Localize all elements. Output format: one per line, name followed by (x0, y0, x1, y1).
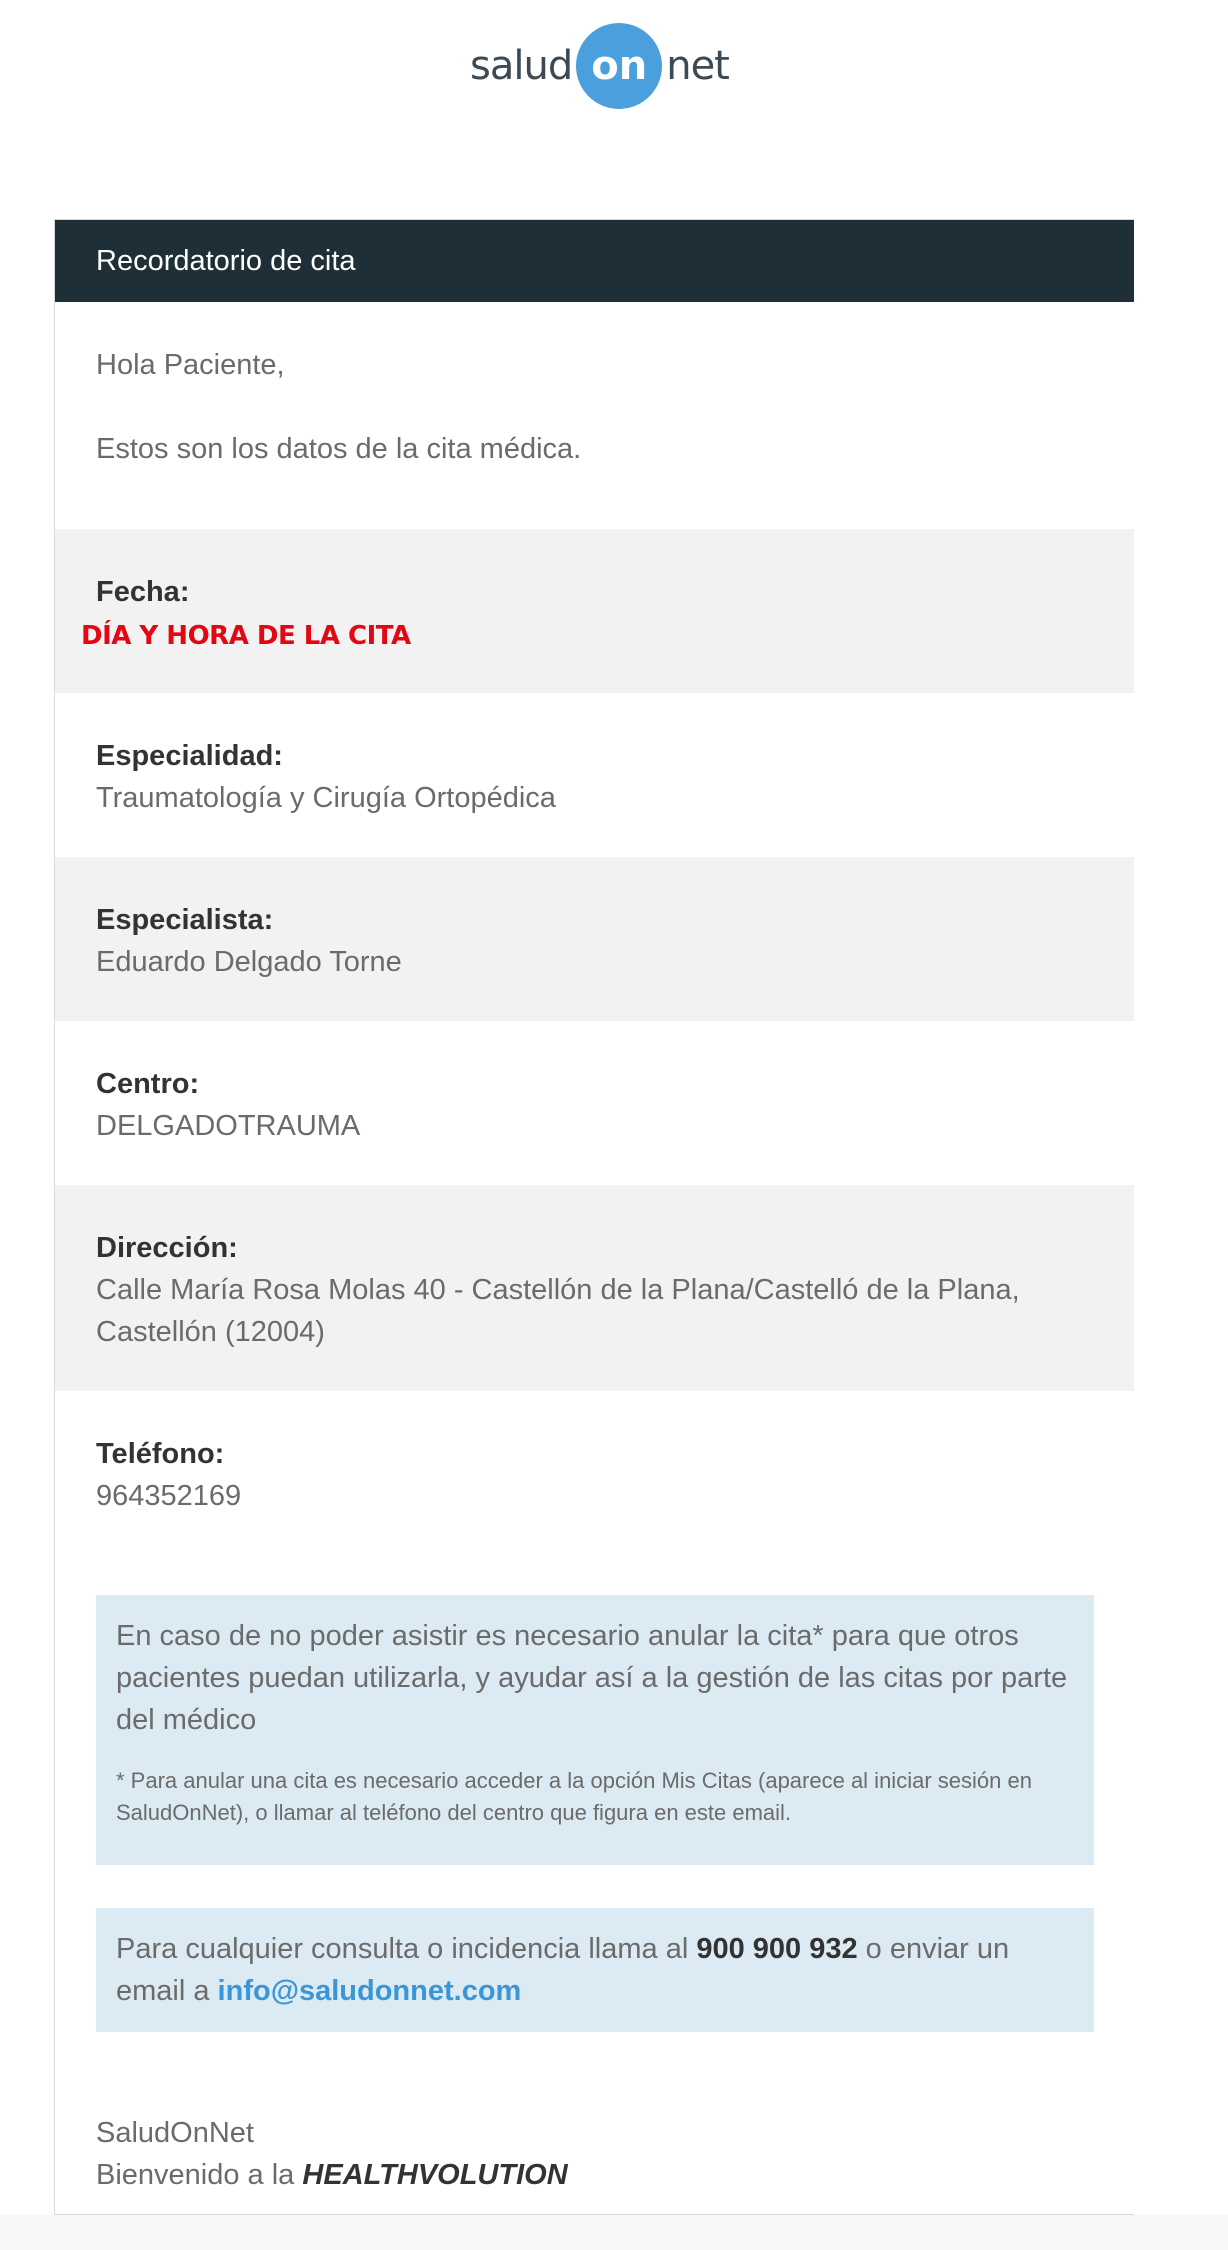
saludonnet-logo (470, 22, 730, 110)
signature-welcome-line (96, 2154, 1093, 2196)
logo-circle-on: on (576, 23, 662, 109)
fecha-value: DÍA Y HORA DE LA CITA (81, 621, 411, 651)
cancellation-notice (96, 1595, 1094, 1865)
contact-phone[interactable]: 900 900 932 (696, 1933, 858, 1965)
signature (55, 2032, 1134, 2196)
direccion-value: Calle María Rosa Molas 40 - Castellón de la Plana/Castelló de la Plana, Castellón (12004) (96, 1274, 1020, 1348)
telefono-label: Teléfono: (96, 1438, 225, 1470)
especialista-row (55, 857, 1134, 1021)
direccion-row (55, 1185, 1134, 1391)
logo-text-salud: salud (470, 43, 573, 89)
signature-name: SaludOnNet (96, 2117, 254, 2149)
telefono-value: 964352169 (96, 1480, 242, 1512)
especialidad-label: Especialidad: (96, 740, 283, 772)
cancellation-notice-text: En caso de no poder asistir es necesario anular la cita* para que otros pacientes puedan utilizarla, y ayudar así a la gestión de las citas por parte del médico (116, 1620, 1068, 1736)
signature-brand: HEALTHVOLUTION (302, 2159, 568, 2191)
contact-prefix: Para cualquier consulta o incidencia llama al (116, 1933, 697, 1965)
appointment-card (54, 219, 1134, 2215)
signature-welcome: Bienvenido a la (96, 2159, 303, 2191)
direccion-label: Dirección: (96, 1232, 238, 1264)
intro-text: Estos son los datos de la cita médica. (96, 433, 582, 465)
contact-email-link[interactable]: info@saludonnet.com (217, 1975, 522, 2007)
contact-middle: o enviar un email a (116, 1933, 1010, 2007)
intro-section (55, 302, 1134, 529)
centro-label: Centro: (96, 1068, 200, 1100)
fecha-label: Fecha: (96, 576, 190, 608)
centro-value: DELGADOTRAUMA (96, 1110, 361, 1142)
especialista-value: Eduardo Delgado Torne (96, 946, 402, 978)
contact-notice (96, 1908, 1094, 2032)
telefono-row (55, 1391, 1134, 1595)
greeting: Hola Paciente, (96, 349, 285, 381)
fecha-row (55, 529, 1134, 693)
logo-text-net: net (666, 43, 729, 89)
especialidad-row (55, 693, 1134, 857)
card-header (55, 220, 1134, 302)
card-title: Recordatorio de cita (96, 244, 356, 277)
bottom-band (0, 2215, 1228, 2250)
especialidad-value: Traumatología y Cirugía Ortopédica (96, 782, 556, 814)
centro-row (55, 1021, 1134, 1185)
especialista-label: Especialista: (96, 904, 274, 936)
cancellation-footnote: * Para anular una cita es necesario acceder a la opción Mis Citas (aparece al iniciar sesión en SaludOnNet), o llamar al teléfono del centro que figura en este email. (116, 1768, 1032, 1825)
